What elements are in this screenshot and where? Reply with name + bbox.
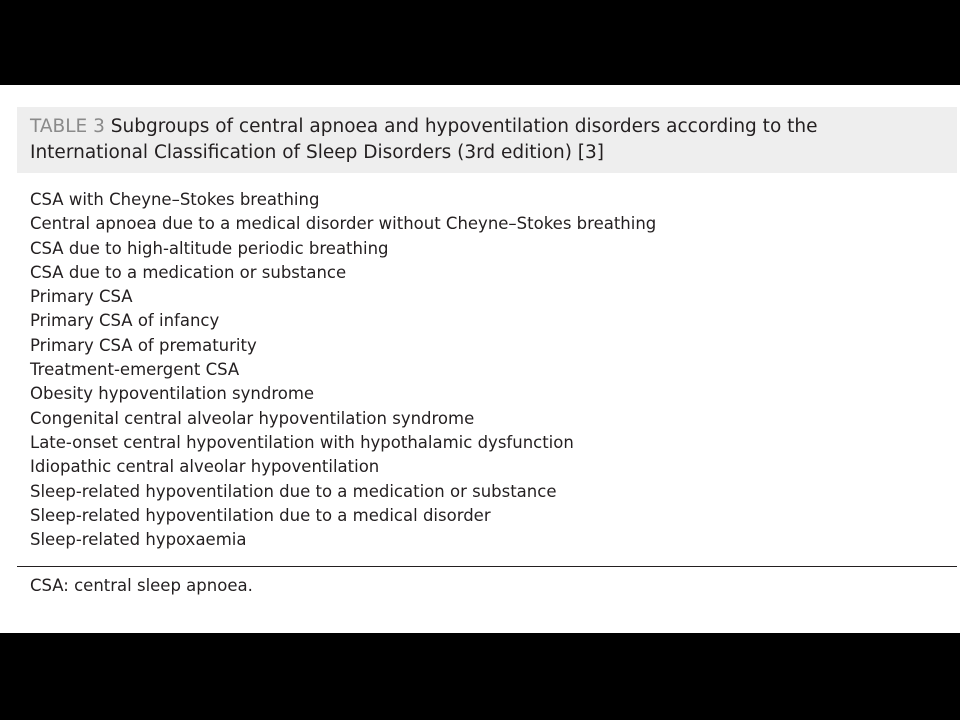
table-row: CSA due to a medication or substance [30, 262, 347, 282]
table-row: Congenital central alveolar hypoventilation syndrome [30, 408, 475, 428]
table-label: TABLE 3 [30, 116, 105, 137]
table-row: Primary CSA [30, 287, 133, 307]
table-bottom-rule [17, 566, 957, 567]
table-row: CSA with Cheyne–Stokes breathing [30, 190, 320, 209]
table-row: Primary CSA of infancy [30, 311, 220, 331]
table-row: Central apnoea due to a medical disorder without Cheyne–Stokes breathing [30, 214, 657, 234]
caption-line-2: International Classification of Sleep Disorders (3rd edition) [3] [30, 142, 604, 163]
table-caption [17, 107, 957, 173]
table-row: Sleep-related hypoventilation due to a medical disorder [30, 505, 491, 525]
table-footnote: CSA: central sleep apnoea. [30, 576, 253, 595]
table-row: Sleep-related hypoxaemia [30, 530, 247, 550]
caption-title-part-1: Subgroups of central apnoea and hypoventilation disorders according to the [110, 116, 818, 137]
caption-line-1 [30, 114, 957, 140]
table-row: Primary CSA of prematurity [30, 335, 257, 355]
table-body [30, 188, 656, 552]
slide [0, 85, 960, 633]
table-row: Treatment-emergent CSA [30, 360, 240, 380]
table-row: Obesity hypoventilation syndrome [30, 384, 315, 404]
table-row: Late-onset central hypoventilation with hypothalamic dysfunction [30, 432, 574, 452]
table-row: Sleep-related hypoventilation due to a medication or substance [30, 481, 557, 501]
table-row: CSA due to high-altitude periodic breathing [30, 238, 389, 258]
table-row: Idiopathic central alveolar hypoventilation [30, 457, 380, 477]
